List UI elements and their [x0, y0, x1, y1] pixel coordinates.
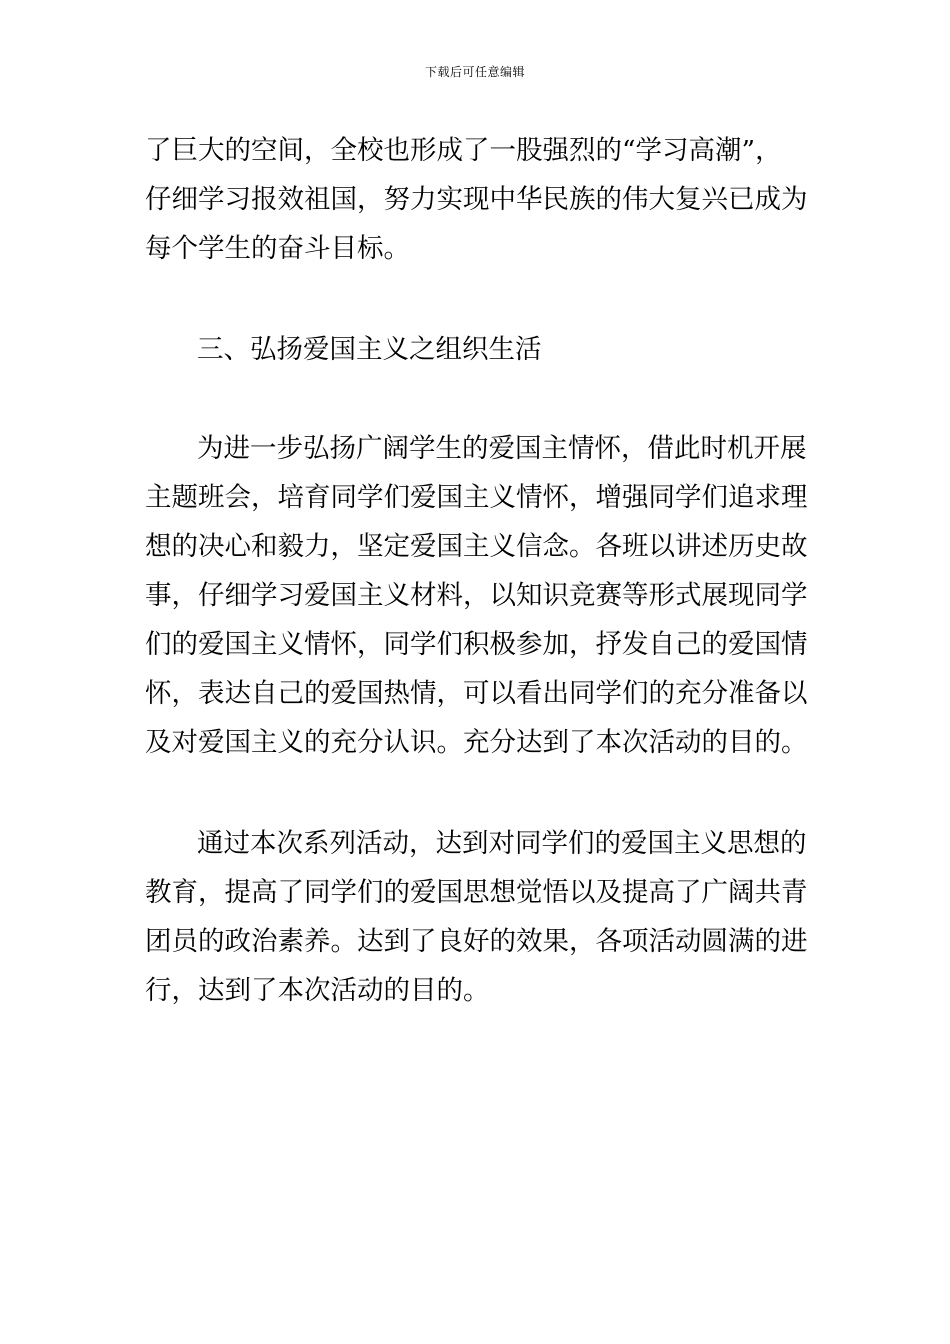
paragraph-1-line-2: 仔细学习报效祖国，努力实现中华民族的伟大复兴已成为 [145, 184, 808, 215]
paragraph-2-line-5: 们的爱国主义情怀，同学们积极参加，抒发自己的爱国情 [145, 629, 808, 660]
page-header: 下载后可任意编辑 [424, 65, 525, 79]
paragraph-3-line-1: 通过本次系列活动，达到对同学们的爱国主义思想的 [197, 828, 807, 859]
section-heading: 三、弘扬爱国主义之组织生活 [197, 334, 542, 365]
paragraph-2-line-7: 及对爱国主义的充分认识。充分达到了本次活动的目的。 [145, 727, 808, 758]
paragraph-3-line-3: 团员的政治素养。达到了良好的效果，各项活动圆满的进 [145, 926, 808, 957]
paragraph-2-line-2: 主题班会，培育同学们爱国主义情怀，增强同学们追求理 [145, 482, 808, 513]
paragraph-3-line-2: 教育，提高了同学们的爱国思想觉悟以及提高了广阔共青 [145, 877, 808, 908]
paragraph-1-line-3: 每个学生的奋斗目标。 [145, 233, 410, 264]
paragraph-2-line-1: 为进一步弘扬广阔学生的爱国主情怀，借此时机开展 [197, 433, 807, 464]
paragraph-2-line-3: 想的决心和毅力，坚定爱国主义信念。各班以讲述历史故 [145, 531, 808, 562]
paragraph-3-line-4: 行，达到了本次活动的目的。 [145, 975, 490, 1006]
paragraph-1-line-1: 了巨大的空间，全校也形成了一股强烈的“学习高潮”， [145, 135, 782, 166]
paragraph-2-line-6: 怀，表达自己的爱国热情，可以看出同学们的充分准备以 [145, 678, 808, 709]
paragraph-2-line-4: 事，仔细学习爱国主义材料，以知识竞赛等形式展现同学 [145, 580, 808, 611]
